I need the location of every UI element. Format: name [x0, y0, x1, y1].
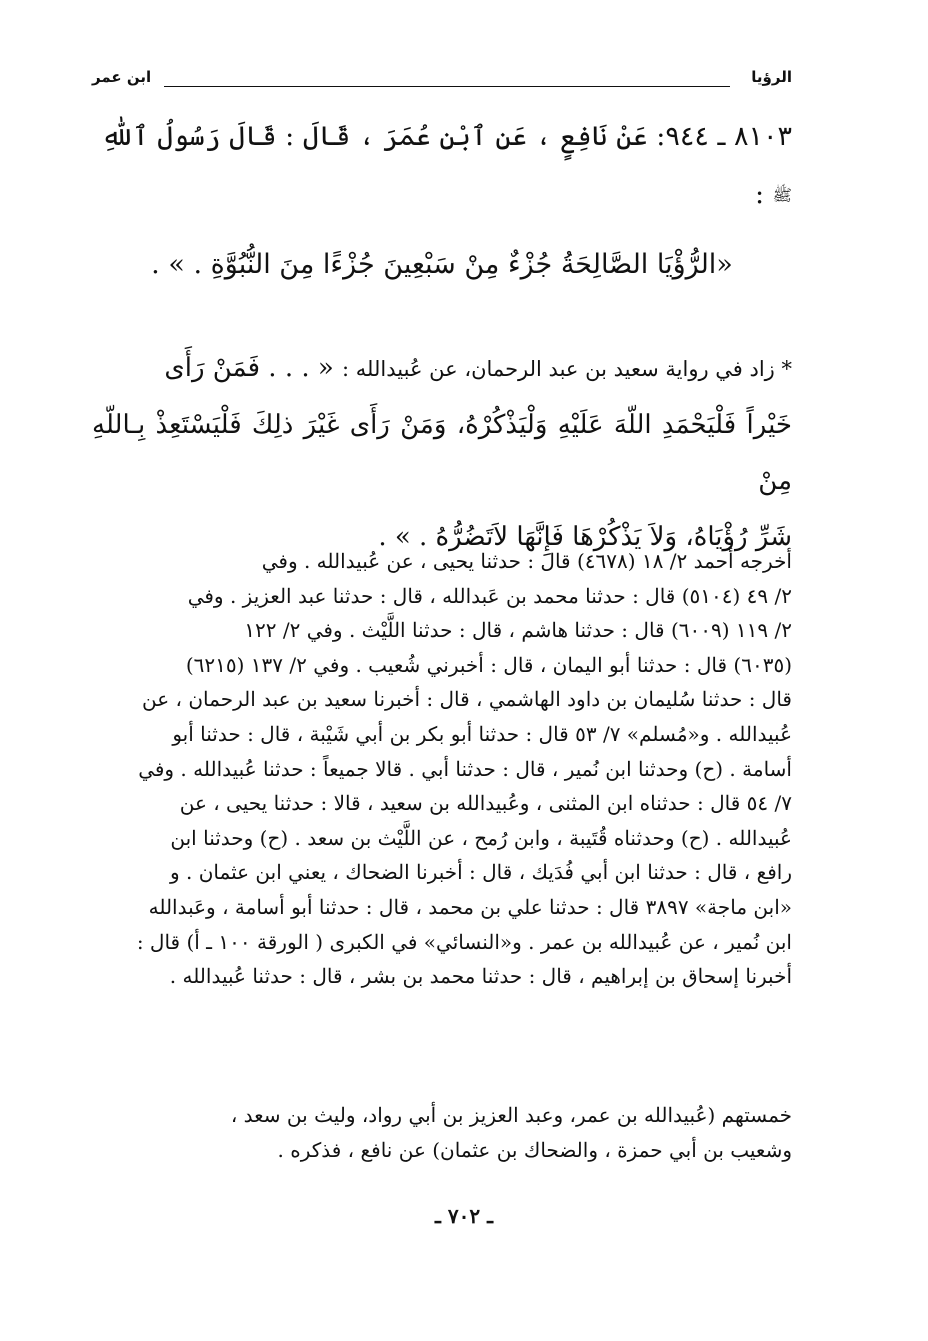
takhrij-line: ٧/ ٥٤ قال : حدثناه ابن المثنى ، وعُبيدالله بن سعيد ، قالا : حدثنا يحيى ، عن [179, 791, 792, 816]
page-number: ـ ٧٠٢ ـ [435, 1204, 493, 1228]
header-rule [164, 86, 730, 87]
summary-line: خمستهم (عُبيدالله بن عمر، وعبد العزيز بن أبي رواد، وليث بن سعد ، [230, 1103, 792, 1127]
takhrij-line: أخرجه أحمد ٢/ ١٨ (٤٦٧٨) قال : حدثنا يحيى ، عن عُبيدالله . وفي [261, 549, 792, 573]
hadith-isnad [92, 108, 792, 225]
hadith-head-line: ٨١٠٣ ـ ٩٤٤: عَنْ نَافِعٍ ، عَنِ ٱبْنِ عُمَرَ ، قَالَ : قَالَ رَسُولُ ٱللّٰهِ [101, 121, 792, 152]
takhrij-line: عُبيدالله . (ح) وحدثناه قُتَيبة ، وابن رُمح ، عن اللَّيْث بن سعد . (ح) وحدثنا ابن [170, 825, 792, 850]
takhrij-line: ٢/ ٤٩ (٥١٠٤) قال : حدثنا محمد بن عَبدالله ، قال : حدثنا عبد العزيز . وفي [187, 583, 792, 608]
takhrij-line: عُبيدالله . و«مُسلم» ٧/ ٥٣ قال : حدثنا أبو بكر بن أبي شَيْبة ، قال : حدثنا أبو [172, 721, 792, 746]
takhrij-line: أخبرنا إسحاق بن إبراهيم ، قال : حدثنا محمد بن بشر ، قال : حدثنا عُبيدالله . [169, 964, 792, 989]
hadith-matn: «الرُّؤْيَا الصَّالِحَةُ جُزْءٌ مِنْ سَبْعِينَ جُزْءًا مِنَ النُّبُوَّةِ . » . [151, 249, 733, 280]
takhrij-line: ابن نُمير ، عن عُبيدالله بن عمر . و«النسائي» في الكبرى ( الورقة ١٠٠ ـ أ) قال : [136, 929, 792, 954]
addition-line: شَرِّ رُؤْيَاهُ، وَلاَ يَذْكُرْهَا فَإِنَّهَا لاَتَضُرُّهُ . » . [378, 522, 792, 552]
takhrij-line: أسامة . (ح) وحدثنا ابن نُمير ، قال : حدثنا أبي . قالا جميعاً : حدثنا عُبيدالله . وفي [138, 756, 792, 781]
salutation-glyph: ﷺ [772, 185, 792, 205]
takhrij-line: «ابن ماجة» ٣٨٩٧ قال : حدثنا علي بن محمد ، قال : حدثنا أبو أسامة ، وعَبدالله [148, 894, 792, 919]
addition-intro: * زاد في رواية سعيد بن عبد الرحمان، عن عُبيدالله : [342, 357, 792, 381]
takhrij-line: قال : حدثنا سُليمان بن داود الهاشمي ، قال : أخبرنا سعيد بن عبد الرحمان ، عن [142, 687, 792, 712]
running-header [92, 68, 792, 94]
takhrij-line: (٦٠٣٥) قال : حدثنا أبو اليمان ، قال : أخبرني شُعيب . وفي ٢/ ١٣٧ (٦٢١٥) [185, 652, 792, 677]
summary-paragraph [92, 1098, 792, 1167]
hadith-head-line-2 [92, 166, 792, 225]
takhrij-line: ٢/ ١١٩ (٦٠٠٩) قال : حدثنا هاشم ، قال : حدثنا اللَّيْث . وفي ٢/ ١٢٢ [244, 618, 792, 643]
additional-narration [92, 340, 792, 565]
takhrij-line: رافع ، قال : حدثنا ابن أبي فُدَيك ، قال : أخبرنا الضحاك ، يعني ابن عثمان . و [170, 860, 792, 885]
colon: : [754, 179, 765, 210]
addition-line [92, 340, 792, 397]
narrator-name: ابن عمر [92, 68, 152, 86]
takhrij-paragraph [92, 544, 792, 994]
addition-text-start: « . . . فَمَنْ رَأَى [164, 353, 334, 383]
chapter-title: الرؤيا [751, 68, 792, 86]
addition-line: خَيْراً فَلْيَحْمَدِ اللّهَ عَلَيْهِ وَلْيَذْكُرْهُ، وَمَنْ رَأَى غَيْرَ ذلِكَ فَلْيَسْتَعِذْ بِـاللّهِ مِنْ [92, 410, 792, 496]
summary-line: وشعيب بن أبي حمزة ، والضحاك بن عثمان) عن نافع ، فذكره . [277, 1137, 792, 1162]
